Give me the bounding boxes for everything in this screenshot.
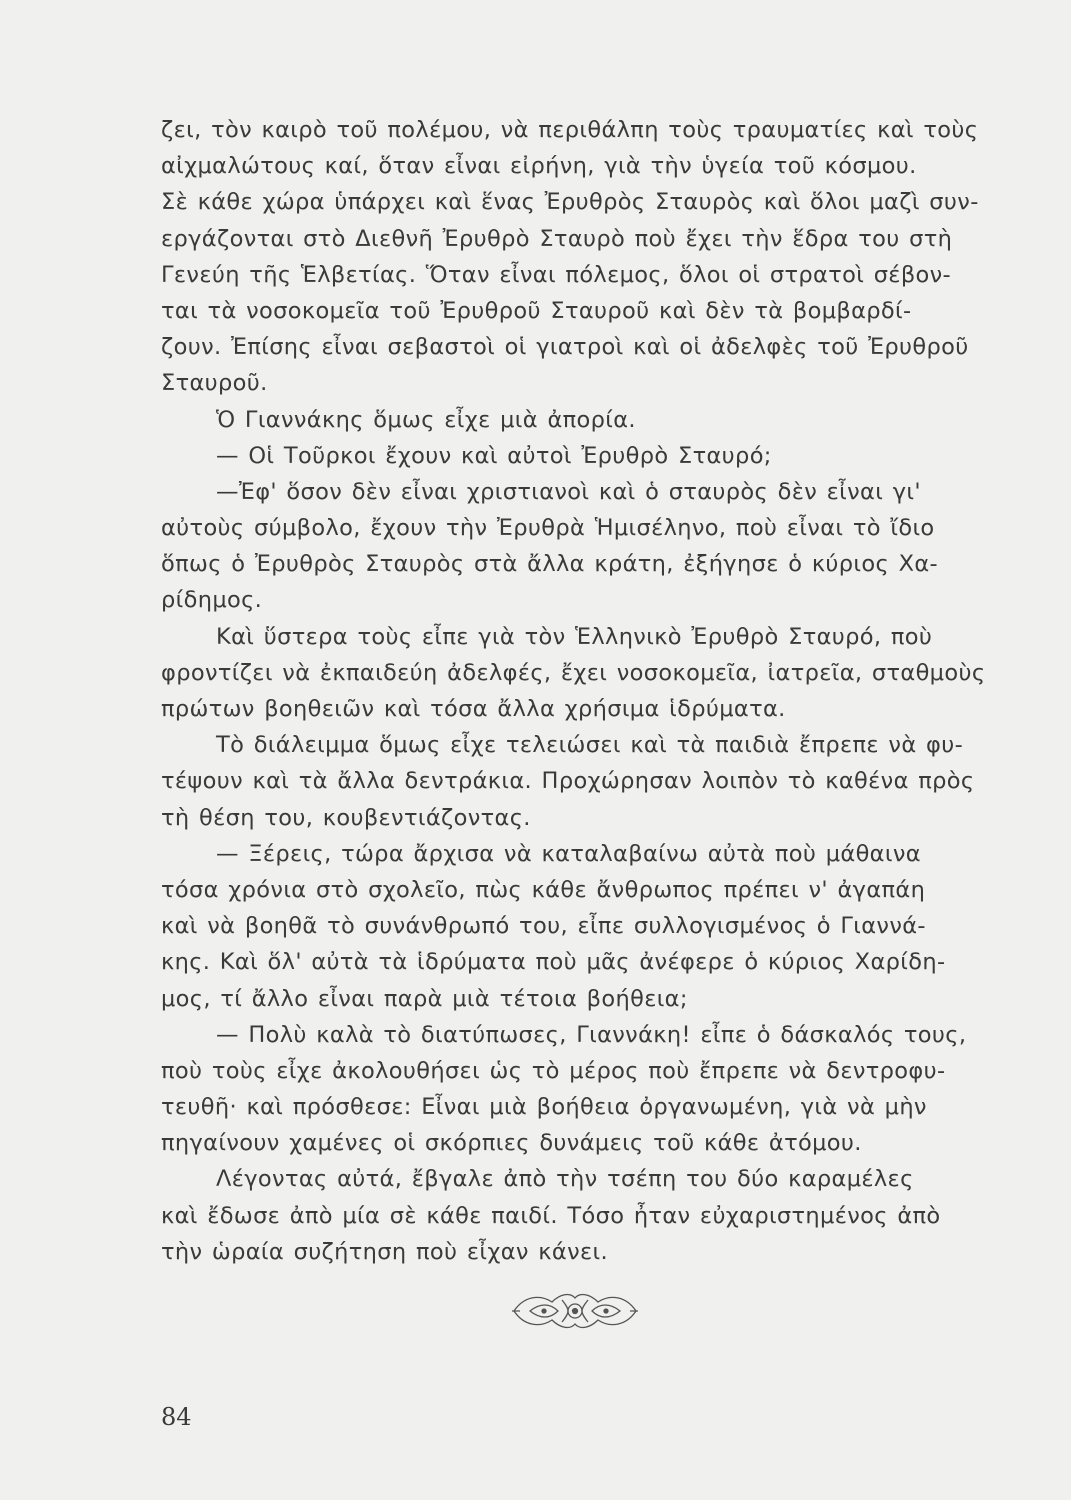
decorative-fleuron-icon <box>510 1288 640 1334</box>
text-line: πηγαίνουν χαμένες οἱ σκόρπιες δυνάμεις τοῦ κάθε ἀτόμου. <box>161 1130 862 1157</box>
text-line: φροντίζει νὰ ἐκπαιδεύη ἀδελφές, ἔχει νοσοκομεῖα, ἰατρεῖα, σταθμοὺς <box>161 659 986 686</box>
text-line: Ὁ Γιαννάκης ὅμως εἶχε μιὰ ἀπορία. <box>216 406 636 433</box>
text-line: τέψουν καὶ τὰ ἄλλα δεντράκια. Προχώρησαν λοιπὸν τὸ καθένα πρὸς <box>161 768 975 795</box>
text-line: πρώτων βοηθειῶν καὶ τόσα ἄλλα χρήσιμα ἱδρύματα. <box>161 696 786 722</box>
text-line: — Ξέρεις, τώρα ἄρχισα νὰ καταλαβαίνω αὐτὰ ποὺ μάθαινα <box>216 840 921 867</box>
text-line: — Πολὺ καλὰ τὸ διατύπωσες, Γιαννάκη! εἶπε ὁ δάσκαλός τους, <box>216 1021 967 1048</box>
text-line: — Οἱ Τοῦρκοι ἔχουν καὶ αὐτοὶ Ἐρυθρὸ Σταυρό; <box>216 442 772 469</box>
text-line: μος, τί ἄλλο εἶναι παρὰ μιὰ τέτοια βοήθεια; <box>161 985 688 1012</box>
text-line: —Ἐφ' ὅσον δὲν εἶναι χριστιανοὶ καὶ ὁ σταυρὸς δὲν εἶναι γι' <box>216 478 921 505</box>
text-line: Σταυροῦ. <box>161 370 268 397</box>
text-line: αὐτοὺς σύμβολο, ἔχουν τὴν Ἐρυθρὰ Ἡμισέληνο, ποὺ εἶναι τὸ ἴδιο <box>161 515 935 542</box>
text-line: Γενεύη τῆς Ἑλβετίας. Ὅταν εἶναι πόλεμος, ὅλοι οἱ στρατοὶ σέβον- <box>161 261 952 288</box>
text-line: ρίδημος. <box>161 587 263 614</box>
text-line: Τὸ διάλειμμα ὅμως εἶχε τελειώσει καὶ τὰ παιδιὰ ἔπρεπε νὰ φυ- <box>216 732 964 759</box>
text-line: Καὶ ὕστερα τοὺς εἶπε γιὰ τὸν Ἑλληνικὸ Ἐρυθρὸ Σταυρό, ποὺ <box>216 623 933 650</box>
text-line: Λέγοντας αὐτά, ἔβγαλε ἀπὸ τὴν τσέπη του δύο καραμέλες <box>216 1166 914 1193</box>
body-text <box>161 112 1011 1270</box>
text-line: Σὲ κάθε χώρα ὑπάρχει καὶ ἕνας Ἐρυθρὸς Σταυρὸς καὶ ὅλοι μαζὶ συν- <box>161 189 979 216</box>
text-line: αἰχμαλώτους καί, ὅταν εἶναι εἰρήνη, γιὰ τὴν ὑγεία τοῦ κόσμου. <box>161 153 917 180</box>
page-number: 84 <box>161 1403 192 1431</box>
text-line: τὴ θέση του, κουβεντιάζοντας. <box>161 804 531 831</box>
text-line: εργάζονται στὸ Διεθνῆ Ἐρυθρὸ Σταυρὸ ποὺ ἔχει τὴν ἕδρα του στὴ <box>161 225 953 252</box>
text-line: τόσα χρόνια στὸ σχολεῖο, πὼς κάθε ἄνθρωπος πρέπει ν' ἀγαπάη <box>161 876 926 903</box>
text-line: καὶ νὰ βοηθᾶ τὸ συνάνθρωπό του, εἶπε συλλογισμένος ὁ Γιαννά- <box>161 913 926 940</box>
text-line: κης. Καὶ ὅλ' αὐτὰ τὰ ἱδρύματα ποὺ μᾶς ἀνέφερε ὁ κύριος Χαρίδη- <box>161 949 946 976</box>
text-line: τευθῆ· καὶ πρόσθεσε: Εἶναι μιὰ βοήθεια ὀργανωμένη, γιὰ νὰ μὴν <box>161 1094 927 1121</box>
text-line: ται τὰ νοσοκομεῖα τοῦ Ἐρυθροῦ Σταυροῦ καὶ δὲν τὰ βομβαρδί- <box>161 297 912 324</box>
text-line: ὅπως ὁ Ἐρυθρὸς Σταυρὸς στὰ ἄλλα κράτη, ἐξήγησε ὁ κύριος Χα- <box>161 551 938 578</box>
text-line: καὶ ἔδωσε ἀπὸ μία σὲ κάθε παιδί. Τόσο ἦταν εὐχαριστημένος ἀπὸ <box>161 1202 941 1229</box>
text-line: ζει, τὸν καιρὸ τοῦ πολέμου, νὰ περιθάλπη τοὺς τραυματίες καὶ τοὺς <box>161 117 979 143</box>
text-line: τὴν ὡραία συζήτηση ποὺ εἶχαν κάνει. <box>161 1238 608 1265</box>
text-line: ποὺ τοὺς εἶχε ἀκολουθήσει ὡς τὸ μέρος ποὺ ἔπρεπε νὰ δεντροφυ- <box>161 1057 946 1084</box>
text-line: ζουν. Ἐπίσης εἶναι σεβαστοὶ οἱ γιατροὶ καὶ οἱ ἀδελφὲς τοῦ Ἐρυθροῦ <box>161 334 969 361</box>
